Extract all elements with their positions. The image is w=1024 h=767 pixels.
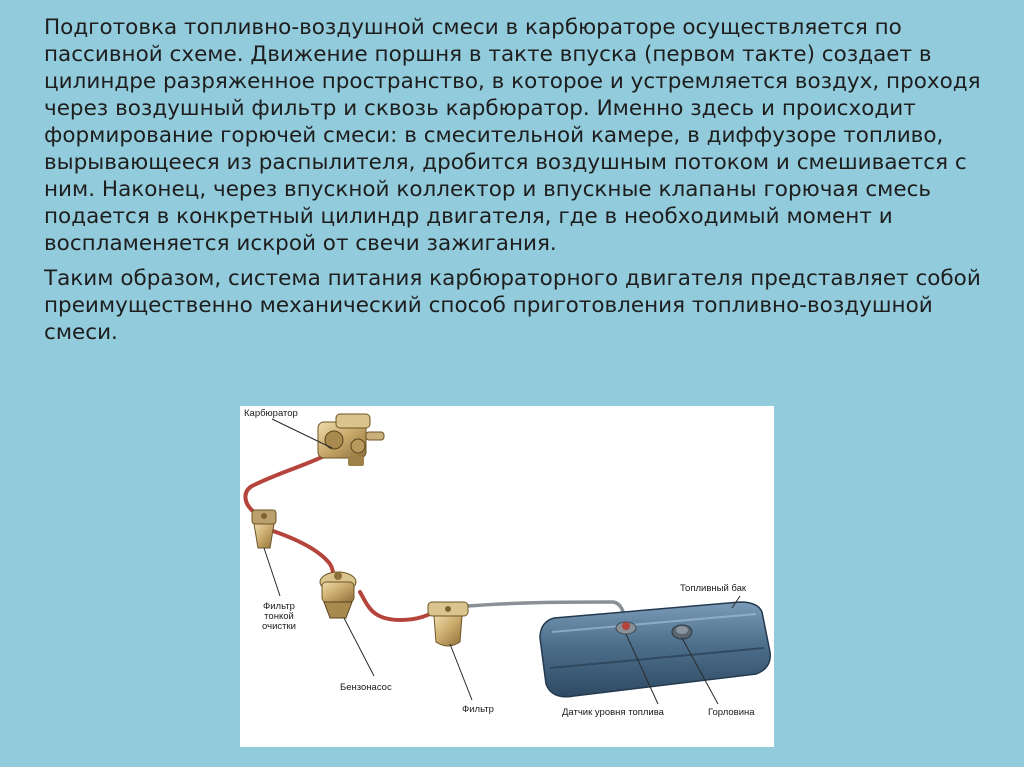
paragraph-1: Подготовка топливно-воздушной смеси в карбюраторе осуществляется по пассивной схеме. Движение поршня в такте впуска (первом такте) создает в цилиндре разряженное пространство, в которое и устремляется воздух, проходя через воздушный фильтр и сквозь карбюратор. Именно здесь и происходит формирование горючей смеси: в смесительной камере, в диффузоре топливо, вырывающееся из распылителя, дробится воздушным потоком и смешивается с ним. Наконец, через впускной коллектор и впускные клапаны горючая смесь подается в конкретный цилиндр двигателя, где в необходимый момент и воспламеняется искрой от свечи зажигания. — [44, 15, 981, 256]
carburetor — [318, 414, 384, 466]
fuel-system-diagram — [240, 406, 774, 747]
label-level-sensor: Датчик уровня топлива — [562, 707, 664, 718]
diagram-drawing — [240, 406, 774, 747]
fuel-pump — [320, 572, 356, 618]
paragraph-2: Таким образом, система питания карбюраторного двигателя представляет собой преимущественно механический способ приготовления топливно-воздушной смеси. — [44, 266, 981, 345]
fine-filter — [252, 510, 276, 548]
filter — [428, 602, 468, 646]
label-filter: Фильтр — [462, 704, 494, 715]
label-filler-neck: Горловина — [708, 707, 755, 718]
label-carburetor: Карбюратор — [244, 408, 298, 419]
label-fuel-pump: Бензонасос — [340, 682, 392, 693]
body-text — [44, 14, 1004, 354]
fuel-tank — [540, 602, 770, 697]
label-fine-filter: Фильтр тонкой очистки — [262, 601, 296, 632]
label-fuel-tank: Топливный бак — [680, 583, 747, 594]
